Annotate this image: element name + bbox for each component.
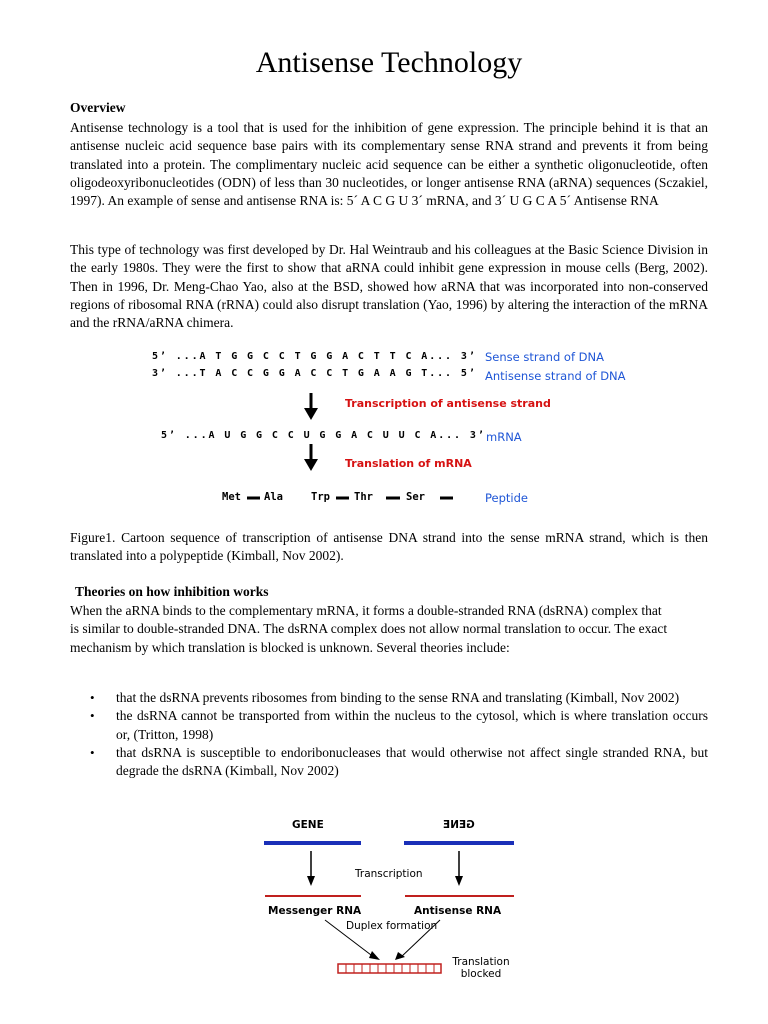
- duplex-formation-label: Duplex formation: [346, 920, 438, 932]
- list-item: • that dsRNA is susceptible to endoribonucleases that would otherwise not affect single stranded RNA, but degrade the dsRNA (Kimball, Nov 2002): [90, 744, 708, 779]
- amino-acid: Met: [222, 491, 241, 503]
- messenger-rna-label: Messenger RNA: [268, 905, 362, 917]
- theories-heading: Theories on how inhibition works: [75, 584, 269, 599]
- theories-paragraph: When the aRNA binds to the complementary mRNA, it forms a double-stranded RNA (dsRNA) complex that is similar to double-stranded DNA. The dsRNA complex does not allow normal translation to occur. The exact mechanism by which translation is blocked is unknown. Several theories include:: [70, 603, 668, 655]
- bullet-icon: •: [90, 690, 95, 705]
- peptide-label: Peptide: [485, 491, 528, 505]
- amino-acid: Trp: [311, 491, 330, 503]
- duplex-ladder: [338, 964, 441, 973]
- amino-acid: Ser: [406, 491, 425, 503]
- page-title: Antisense Technology: [255, 46, 523, 79]
- overview-heading: Overview: [70, 100, 126, 115]
- sense-label: Sense strand of DNA: [485, 350, 604, 364]
- antisense-sequence: 3’ ...T A C C G G A C C T G A A G T... 5’: [152, 368, 477, 379]
- list-item: • that the dsRNA prevents ribosomes from binding to the sense RNA and translating (Kimball, Nov 2002): [70, 689, 708, 707]
- antisense-rna-label: Antisense RNA: [414, 905, 502, 917]
- history-paragraph: This type of technology was first developed by Dr. Hal Weintraub and his colleagues at the Basic Science Division in the early 1980s. They were the first to show that aRNA could inhibit gene expression in mouse cells (Berg, 2002). Then in 1996, Dr. Meng-Chao Yao, also at the BSD, showed how aRNA that was incorporated into non-conserved regions of ribosomal RNA (rRNA) could also disrupt translation (Yao, 1996) by altering the interaction of the mRNA and the rRNA/aRNA chimera.: [70, 242, 708, 331]
- amino-acid: Ala: [264, 491, 283, 503]
- translation-blocked-label: Translation blocked: [452, 956, 510, 980]
- mrna-label: mRNA: [486, 430, 522, 444]
- translation-step-label: Translation of mRNA: [345, 457, 472, 470]
- list-item: • the dsRNA cannot be transported from within the nucleus to the cytosol, which is where translation occurs or, (Tritton, 1998): [90, 708, 708, 742]
- amino-acid: Thr: [354, 491, 373, 503]
- antisense-label: Antisense strand of DNA: [485, 369, 626, 383]
- arrow-down-icon: [307, 851, 315, 886]
- transcription-label: Transcription: [355, 868, 423, 880]
- gene-label: GENE: [292, 819, 324, 831]
- transcription-step-label: Transcription of antisense strand: [345, 397, 551, 410]
- overview-paragraph: Antisense technology is a tool that is used for the inhibition of gene expression. The principle behind it is that an antisense nucleic acid sequence base pairs with its complementary sense RNA strand and prevents it from being translated into a protein. The complimentary nucleic acid sequence can be either a synthetic oligonucleotide, often oligodeoxyribonucleotides (ODN) of less than 30 nucleotides, or longer antisense RNA (aRNA) sequences (Sczakiel, 1997). An example of sense and antisense RNA is: 5´ A C G U 3´ mRNA, and 3´ U G C A 5´ Antisense RNA: [70, 120, 708, 209]
- mrna-sequence: 5’ ...A U G G C C U G G A C U U C A... 3’: [161, 430, 486, 441]
- bullet-icon: •: [90, 708, 95, 724]
- sense-sequence: 5’ ...A T G G C C T G G A C T T C A... 3’: [152, 351, 477, 362]
- arrow-down-icon: [455, 851, 463, 886]
- figure-1-caption: Figure1. Cartoon sequence of transcription of antisense DNA strand into the sense mRNA strand, which is then translated into a polypeptide (Kimball, Nov 2002).: [70, 530, 708, 564]
- bullet-icon: •: [90, 744, 95, 760]
- gene-mirror-label: GENE: [443, 819, 475, 831]
